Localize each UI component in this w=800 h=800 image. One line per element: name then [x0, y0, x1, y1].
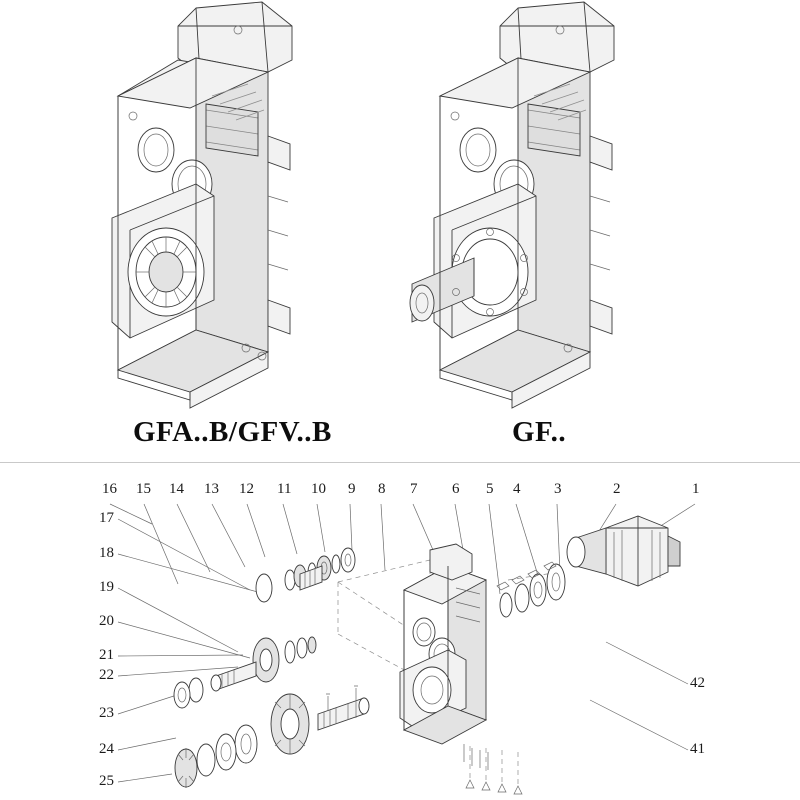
callout-5: 5 [486, 481, 494, 497]
caption-gear-unit-right: GF.. [512, 416, 567, 448]
exploded-parts-graphic [0, 462, 800, 800]
callout-41: 41 [690, 741, 705, 757]
callout-24: 24 [99, 741, 114, 757]
callout-1: 1 [692, 481, 700, 497]
callout-9: 9 [348, 481, 356, 497]
callout-19: 19 [99, 579, 114, 595]
callout-14: 14 [169, 481, 184, 497]
callout-23: 23 [99, 705, 114, 721]
callout-8: 8 [378, 481, 386, 497]
exploded-view [0, 462, 800, 800]
callout-12: 12 [239, 481, 254, 497]
callout-7: 7 [410, 481, 418, 497]
callout-16: 16 [102, 481, 117, 497]
callout-15: 15 [136, 481, 151, 497]
callout-2: 2 [613, 481, 621, 497]
callout-20: 20 [99, 613, 114, 629]
callout-11: 11 [277, 481, 292, 497]
gear-unit-right [400, 0, 800, 410]
callout-3: 3 [554, 481, 562, 497]
caption-gear-unit-left: GFA..B/GFV..B [133, 416, 332, 448]
callout-25: 25 [99, 773, 114, 789]
callout-17: 17 [99, 510, 114, 526]
callout-42: 42 [690, 675, 705, 691]
callout-4: 4 [513, 481, 521, 497]
callout-10: 10 [311, 481, 326, 497]
callout-21: 21 [99, 647, 114, 663]
callout-6: 6 [452, 481, 460, 497]
callout-22: 22 [99, 667, 114, 683]
callout-18: 18 [99, 545, 114, 561]
callout-13: 13 [204, 481, 219, 497]
gear-unit-left [0, 0, 400, 410]
